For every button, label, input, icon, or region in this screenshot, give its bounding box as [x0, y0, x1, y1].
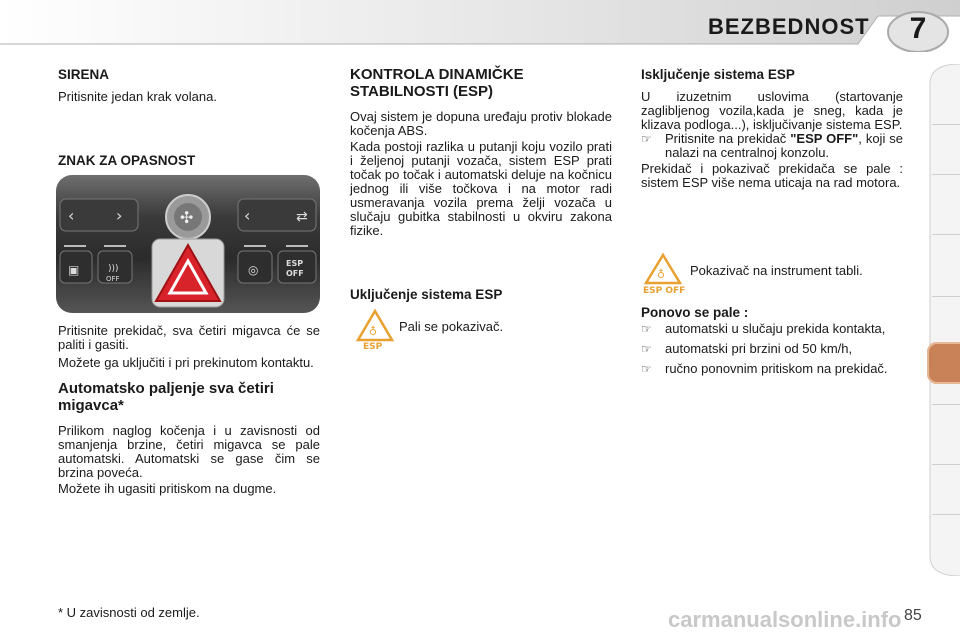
ukljucenje-heading: Uključenje sistema ESP: [350, 287, 503, 302]
svg-text:‹: ‹: [244, 206, 251, 225]
prekidac-paragraph: Prekidač i pokazivač prekidača se pale : sistem ESP više nema uticaja na rad motora.: [641, 161, 903, 190]
znak-heading: ZNAK ZA OPASNOST: [58, 153, 196, 168]
esp-off-indicator-caption: Pokazivač na instrument tabli.: [690, 263, 863, 278]
column-left-lower: [58, 324, 320, 496]
list-item: ☞ ručno ponovnim pritiskom na prekidač.: [641, 361, 888, 376]
esp-indicator-icon: [355, 308, 395, 350]
svg-text:›: ›: [116, 206, 123, 225]
pointing-hand-icon: ☞: [641, 132, 652, 146]
esp-label-text: ESP: [286, 259, 304, 268]
esp-off-bullet: ☞ Pritisnite na prekidač "ESP OFF", koji se nalazi na centralnoj konzolu.: [641, 131, 903, 160]
svg-text:ESP: ESP: [363, 342, 383, 350]
svg-text:✣: ✣: [180, 208, 194, 227]
column-right: [641, 68, 903, 190]
esp-off-label-text: OFF: [286, 269, 304, 278]
esp-heading: KONTROLA DINAMIČKE STABILNOSTI (ESP): [350, 66, 524, 100]
chapter-title: BEZBEDNOST: [708, 14, 870, 39]
znak-paragraph-2: Možete ga uključiti i pri prekinutom kontaktu.: [58, 355, 314, 370]
iskljucenje-paragraph: U izuzetnim uslovima (startovanje zaglibljenog vozila,kada je sneg, kada je klizava podloga...), isključivanje sistema ESP.: [641, 89, 903, 132]
pointing-hand-icon: ☞: [641, 322, 652, 336]
ponovo-heading: Ponovo se pale :: [641, 305, 749, 320]
svg-text:‹: ‹: [68, 206, 75, 225]
list-item: ☞ automatski pri brzini od 50 km/h,: [641, 341, 853, 356]
znak-paragraph-1: Pritisnite prekidač, sva četiri migavca će se paliti i gasiti.: [58, 323, 320, 352]
column-left: [58, 68, 320, 168]
esp-indicator-caption: Pali se pokazivač.: [399, 319, 504, 334]
active-chapter-tab[interactable]: [927, 342, 960, 384]
esp-paragraph-2: Kada postoji razlika u putanji koju vozilo prati i željenoj putanji vozača, sistem ESP prati točak po točak i automatski deluje na kočnicu jednog ili više točkova i na motor radi usmeravanja vozila prema želji vozača u slučaju gubitka stabilnosti u okviru zakona fizike.: [350, 139, 612, 238]
panel-drawing: [56, 175, 320, 313]
column-middle: [350, 66, 612, 302]
esp-off-switch-name: "ESP OFF": [790, 131, 859, 146]
off-label-text: OFF: [106, 275, 120, 283]
svg-text:◎: ◎: [248, 263, 259, 277]
pointing-hand-icon: ☞: [641, 342, 652, 356]
auto-paragraph-2: Možete ih ugasiti pritiskom na dugme.: [58, 481, 277, 496]
esp-off-indicator-icon: [641, 252, 689, 296]
ponovo-section: [641, 306, 903, 376]
iskljucenje-heading: Isključenje sistema ESP: [641, 67, 795, 82]
sirena-text: Pritisnite jedan krak volana.: [58, 89, 217, 104]
svg-text:⇄: ⇄: [296, 209, 308, 225]
svg-text:ESP OFF: ESP OFF: [643, 286, 686, 296]
auto-heading: Automatsko paljenje sva četiri migavca*: [58, 380, 274, 414]
page-number: 85: [904, 607, 922, 624]
svg-text:▣: ▣: [68, 263, 80, 277]
auto-paragraph-1: Prilikom naglog kočenja i u zavisnosti od smanjenja brzine, četiri migavca se pale automatski. Automatski se gase čim se brzina poveća.: [58, 423, 320, 480]
svg-text:))): ))): [108, 264, 119, 274]
esp-paragraph-1: Ovaj sistem je dopuna uređaju protiv blokade kočenja ABS.: [350, 109, 612, 138]
watermark-text: carmanualsonline.info: [668, 607, 902, 632]
footnote: * U zavisnosti od zemlje.: [58, 605, 200, 620]
list-item: ☞ automatski u slučaju prekida kontakta,: [641, 321, 886, 336]
hazard-switch-panel-image: [56, 175, 320, 313]
pointing-hand-icon: ☞: [641, 362, 652, 376]
chapter-number: 7: [909, 12, 927, 45]
chapter-tabs: [924, 64, 960, 576]
chapter-header: [0, 0, 960, 52]
sirena-heading: SIRENA: [58, 67, 110, 82]
svg-text:♁: ♁: [369, 325, 378, 338]
svg-text:♁: ♁: [657, 268, 666, 281]
